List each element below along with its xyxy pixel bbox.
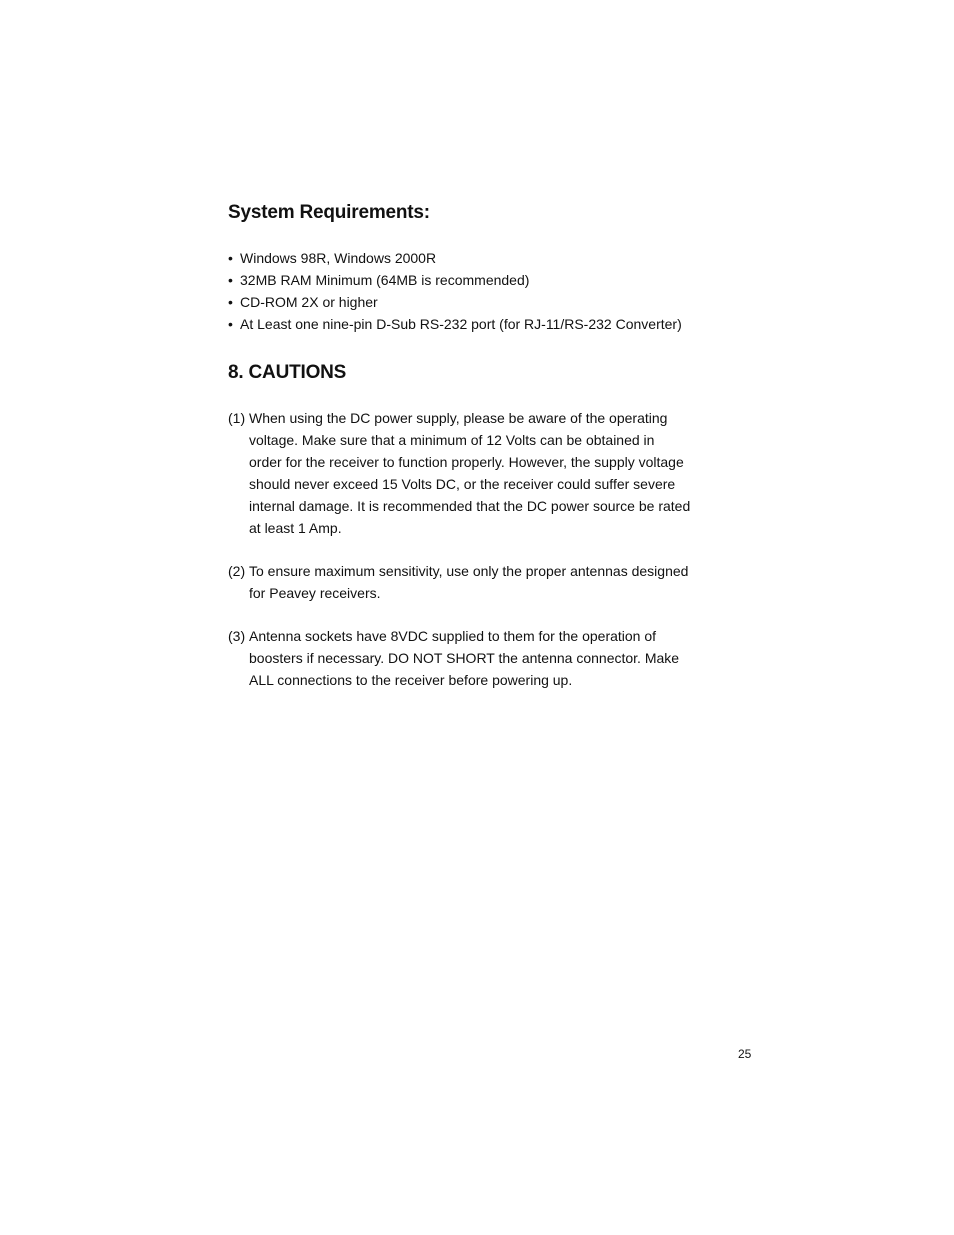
caution-number: (3) xyxy=(228,628,246,644)
caution-item-2 xyxy=(228,560,728,604)
caution-item-1 xyxy=(228,407,728,539)
page-content xyxy=(228,199,728,712)
caution-text xyxy=(249,560,728,604)
text-line: order for the receiver to function properly. However, the supply voltage xyxy=(249,454,684,470)
bullet-icon: • xyxy=(228,316,233,332)
list-item xyxy=(228,247,728,269)
cautions-list xyxy=(228,407,728,691)
requirement-text: CD-ROM 2X or higher xyxy=(240,294,378,310)
text-line: Antenna sockets have 8VDC supplied to them for the operation of xyxy=(249,628,657,644)
list-item xyxy=(228,313,728,335)
requirement-text: 32MB RAM Minimum (64MB is recommended) xyxy=(240,272,530,288)
caution-number: (2) xyxy=(228,563,246,579)
text-line: boosters if necessary. DO NOT SHORT the antenna connector. Make xyxy=(249,650,680,666)
bullet-icon: • xyxy=(228,250,233,266)
bullet-icon: • xyxy=(228,294,233,310)
caution-item-3 xyxy=(228,625,728,691)
caution-number: (1) xyxy=(228,410,246,426)
page-number: 25 xyxy=(738,1047,752,1061)
caution-text xyxy=(249,625,728,691)
text-line: voltage. Make sure that a minimum of 12 Volts can be obtained in xyxy=(249,432,655,448)
caution-text xyxy=(249,407,728,539)
list-item xyxy=(228,291,728,313)
bullet-icon: • xyxy=(228,272,233,288)
system-requirements-heading: System Requirements: xyxy=(228,202,430,223)
text-line: ALL connections to the receiver before powering up. xyxy=(249,672,573,688)
requirement-text: At Least one nine-pin D-Sub RS-232 port (for RJ-11/RS-232 Converter) xyxy=(240,316,682,332)
text-line: internal damage. It is recommended that the DC power source be rated xyxy=(249,498,691,514)
text-line: To ensure maximum sensitivity, use only the proper antennas designed xyxy=(249,563,689,579)
requirement-text: Windows 98R, Windows 2000R xyxy=(240,250,437,266)
system-requirements-list xyxy=(228,247,728,335)
text-line: at least 1 Amp. xyxy=(249,520,342,536)
text-line: When using the DC power supply, please be aware of the operating xyxy=(249,410,668,426)
cautions-heading: 8. CAUTIONS xyxy=(228,362,347,383)
text-line: should never exceed 15 Volts DC, or the receiver could suffer severe xyxy=(249,476,676,492)
list-item xyxy=(228,269,728,291)
text-line: for Peavey receivers. xyxy=(249,585,381,601)
